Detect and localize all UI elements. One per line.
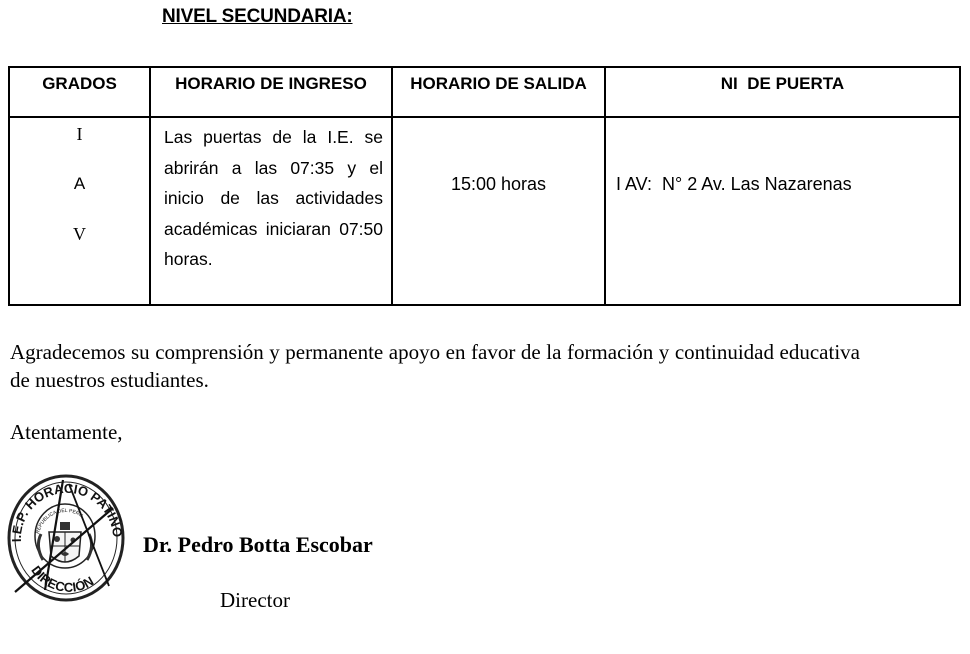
cell-horario-salida bbox=[392, 117, 605, 305]
table-header-row bbox=[9, 67, 960, 117]
signer-name: Dr. Pedro Botta Escobar bbox=[143, 532, 373, 557]
header-horario-salida: HORARIO DE SALIDA bbox=[392, 67, 605, 117]
svg-text:DIRECCIÓN: DIRECCIÓN bbox=[28, 562, 97, 595]
puerta-text: I AV: N° 2 Av. Las Nazarenas bbox=[616, 174, 852, 194]
grade-item: A bbox=[73, 174, 86, 193]
header-puerta: NI DE PUERTA bbox=[605, 67, 960, 117]
svg-text:I.E.P. HORACIO PATIÑO CRUZATTI: I.E.P. HORACIO PATIÑO bbox=[8, 480, 126, 543]
svg-text:REPUBLICA DEL PERU: REPUBLICA DEL PERU bbox=[35, 507, 84, 535]
schedule-table bbox=[8, 66, 961, 306]
cell-grados bbox=[9, 117, 150, 305]
salida-text: 15:00 horas bbox=[450, 174, 547, 194]
seal-icon bbox=[5, 472, 127, 604]
header-horario-ingreso: HORARIO DE INGRESO bbox=[150, 67, 392, 117]
ingreso-text: Las puertas de la I.E. se abrirán a las 07:35 y el inicio de las actividades académicas iniciaran 07:50 horas. bbox=[164, 127, 383, 269]
closing-text: Atentamente, bbox=[10, 420, 123, 444]
grade-item: I bbox=[76, 124, 83, 144]
cell-puerta bbox=[605, 117, 960, 305]
cell-horario-ingreso bbox=[150, 117, 392, 305]
table-row bbox=[9, 117, 960, 305]
section-title: NIVEL SECUNDARIA: bbox=[162, 6, 353, 27]
grade-item: V bbox=[73, 224, 86, 244]
body-paragraph: Agradecemos su comprensión y permanente apoyo en favor de la formación y continuidad educativa de nuestros estudiantes. bbox=[10, 340, 860, 392]
school-seal bbox=[5, 472, 127, 604]
signer-role: Director bbox=[220, 588, 290, 612]
header-grados: GRADOS bbox=[9, 67, 150, 117]
